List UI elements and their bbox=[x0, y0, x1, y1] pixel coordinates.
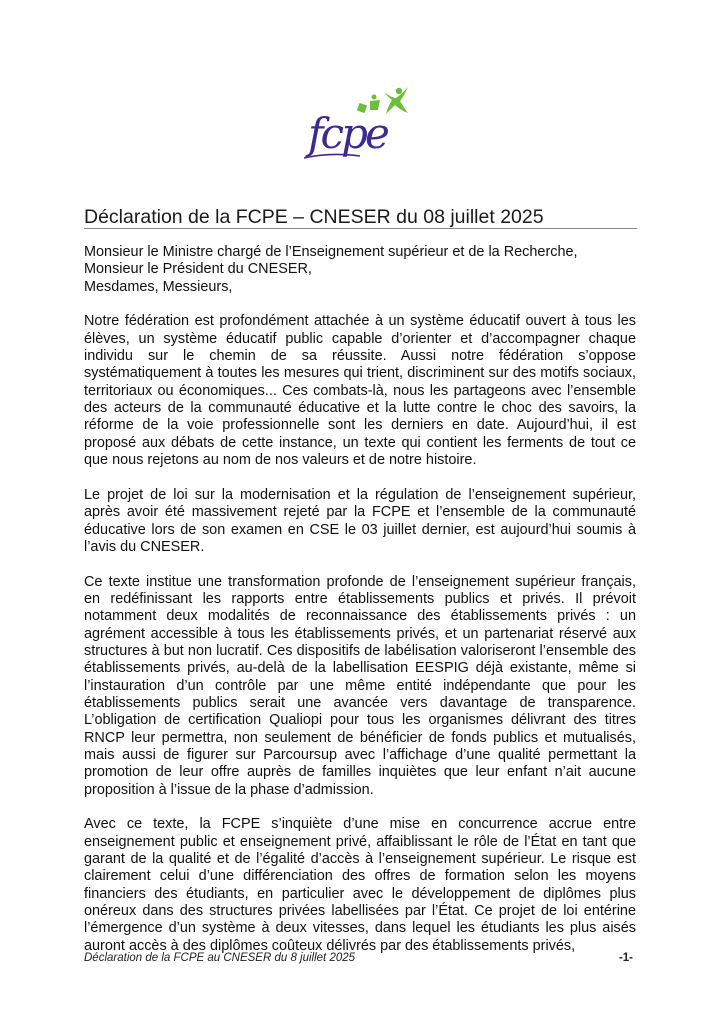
paragraph-bill-status: Le projet de loi sur la modernisation et la régulation de l’enseignement supérieur, après avoir été massivement rejeté par la FCPE et l’ensemble de la communauté éducative lors de son examen en CSE le 03 juillet dernier, est aujourd’hui soumis à l’avis du CNESER. bbox=[84, 486, 636, 555]
salutation-line: Monsieur le Président du CNESER, bbox=[84, 261, 312, 278]
fcpe-children-logo-icon bbox=[300, 86, 420, 170]
logo-text: fcpe bbox=[308, 109, 387, 158]
paragraph-concerns: Avec ce texte, la FCPE s’inquiète d’une mise en concurrence accrue entre enseignement public et enseignement privé, affaiblissant le rôle de l’État en tant que garant de la qualité et de l’égalité d’accès à l’enseignement supérieur. Le risque est clairement celui d’une différenciation des offres de formation selon les moyens financiers des étudiants, en particulier avec le développement de diplômes plus onéreux dans des structures privées labellisées par l’État. Ce projet de loi entérine l’émergence d’un système à deux vitesses, dans lequel les étudiants les plus aisés auront accès à des diplômes coûteux délivrés par des établissements privés, bbox=[84, 816, 636, 954]
salutation-block bbox=[84, 244, 636, 296]
salutation-line: Mesdames, Messieurs, bbox=[84, 278, 233, 295]
logo-child-small-head bbox=[372, 95, 377, 100]
title-divider bbox=[84, 228, 637, 229]
page-number: -1- bbox=[618, 952, 633, 964]
fcpe-logo bbox=[300, 86, 420, 170]
page-footer bbox=[84, 951, 637, 965]
paragraph-transformation: Ce texte institue une transformation profonde de l’enseignement supérieur français, en redéfinissant les rapports entre établissements publics et privés. Il prévoit notamment deux modalités de reconnaissance des établissements privés : un agrément accessible à tous les établissements privés, et un partenariat réservé aux structures à but non lucratif. Ces dispositifs de labélisation valoriseront l’ensemble des établissements privés, au-delà de la labellisation EESPIG déjà existante, même si l’instauration d’un contrôle par une même entité indépendante que pour les établissements publics serait une avancée vers davantage de transparence. L’obligation de certification Qualiopi pour tous les organismes délivrant des titres RNCP leur permettra, non seulement de bénéficier de fonds publics et mutualisés, mais aussi de figurer sur Parcoursup avec l’affichage d’une qualité permettant la promotion de leur offre auprès de familles inquiètes que leur enfant n’ait aucune proposition à l’issue de la phase d’admission. bbox=[84, 573, 636, 798]
salutation-line: Monsieur le Ministre chargé de l’Enseignement supérieur et de la Recherche, bbox=[84, 244, 578, 260]
document-body bbox=[84, 244, 636, 972]
logo-child-large-head bbox=[396, 88, 402, 94]
document-title: Déclaration de la FCPE – CNESER du 08 juillet 2025 bbox=[84, 206, 544, 228]
paragraph-values: Notre fédération est profondément attachée à un système éducatif ouvert à tous les élèves, un système éducatif public capable d’orienter et d’accompagner chaque individu sur le chemin de sa réussite. Aussi notre fédération s’oppose systématiquement à toutes les mesures qui trient, discriminent sur des motifs sociaux, territoriaux ou économiques... Ces combats-là, nous les partageons avec l’ensemble des acteurs de la communauté éducative et la lutte contre le choc des savoirs, la réforme de la voie professionnelle sont les derniers en date. Aujourd’hui, il est proposé aux débats de cette instance, un texte qui contient les ferments de tout ce que nous rejetons au nom de nos valeurs et de notre histoire. bbox=[84, 313, 636, 469]
footer-caption: Déclaration de la FCPE au CNESER du 8 juillet 2025 bbox=[84, 952, 356, 964]
